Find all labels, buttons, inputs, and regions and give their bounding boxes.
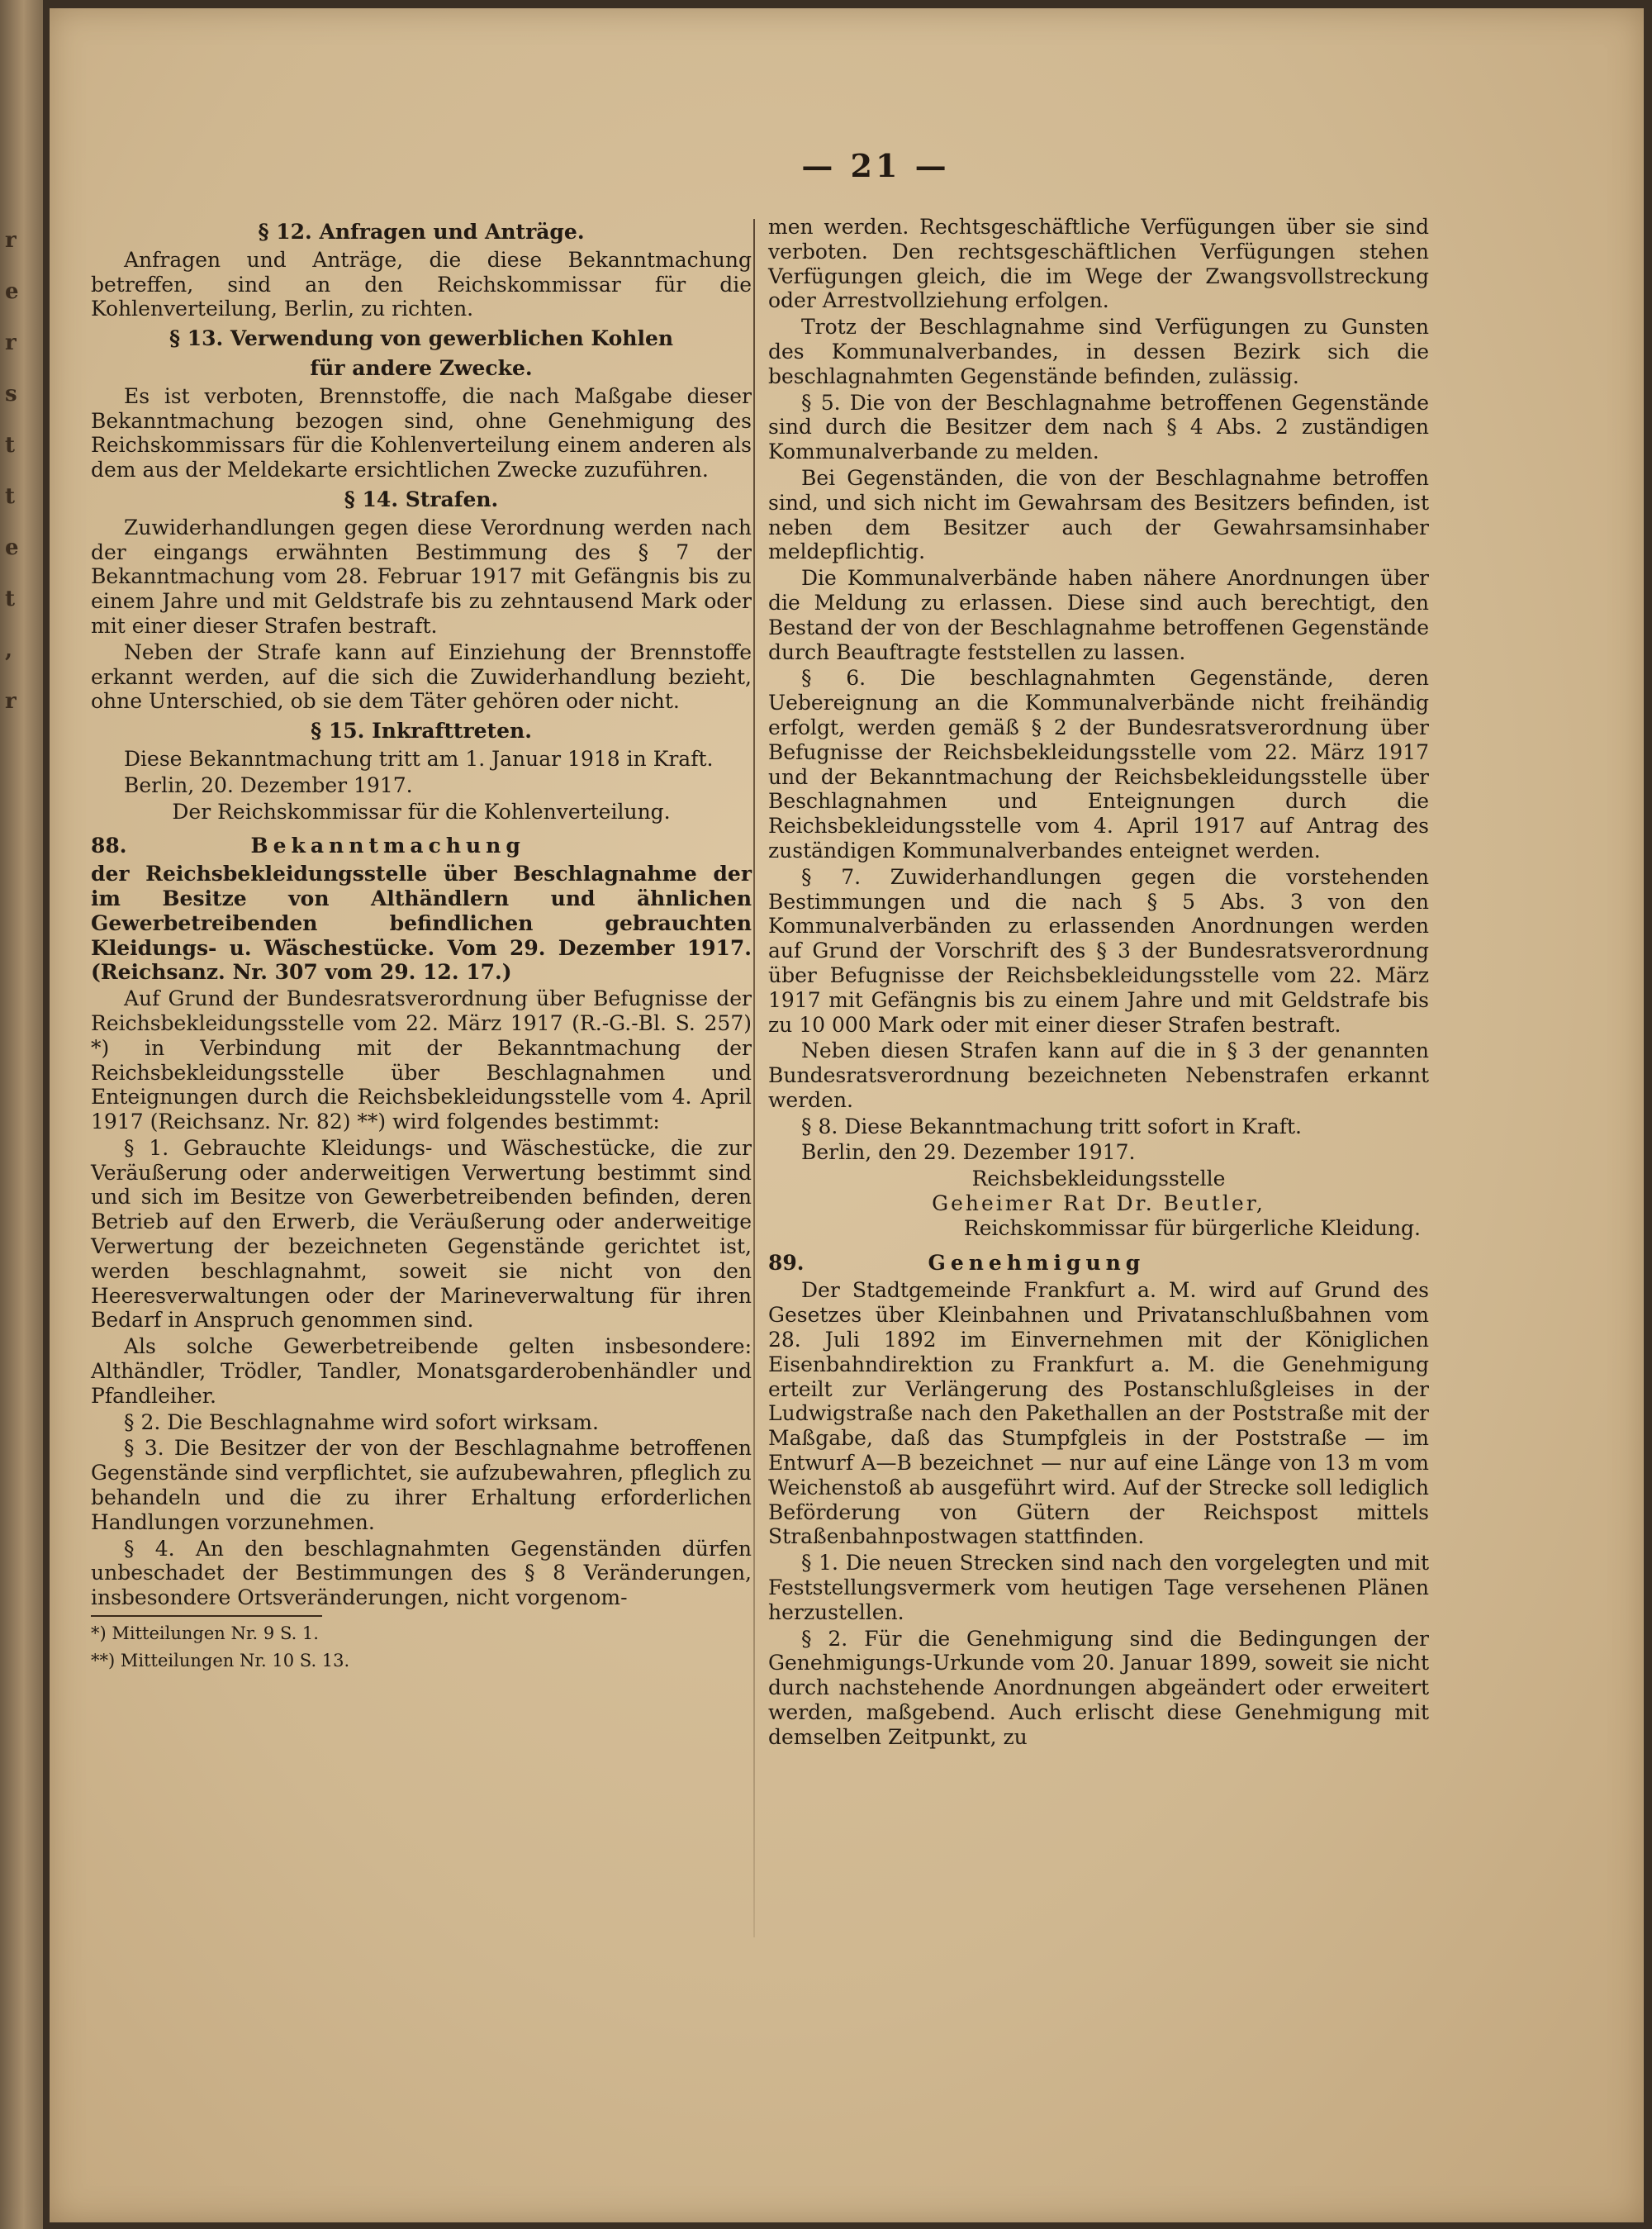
section-15-heading: § 15. Inkrafttreten.: [311, 719, 532, 744]
entry-88-para-7b: Neben diesen Strafen kann auf die in § 3 der genannten Bundesratsverordnung bezeichneten Nebenstrafen erkannt werden.: [768, 1038, 1429, 1112]
entry-88-title: Bekanntmachung: [250, 834, 525, 858]
entry-88-para-5: § 5. Die von der Beschlagnahme betroffenen Gegenstände sind durch die Besitzer dem nach § 4 Abs. 2 zuständigen Kommunalverbande zu melden.: [768, 390, 1429, 464]
entry-89-title-line: [768, 1251, 1429, 1276]
entry-88-signature-2: Geheimer Rat Dr. Beutler,: [932, 1191, 1265, 1216]
left-column: [91, 215, 752, 1673]
entry-88-para-4b: Trotz der Beschlagnahme sind Verfügungen zu Gunsten des Kommunalverbandes, in dessen Bezirk sich die beschlagnahmten Gegenstände befinden, zulässig.: [768, 315, 1429, 388]
entry-88-para-4: § 4. An den beschlagnahmten Gegenständen dürfen unbeschadet der Bestimmungen des § 8 Veränderungen, insbesondere Ortsveränderungen, nicht vorgenom-: [91, 1536, 752, 1610]
previous-page-marks: r e r s t t e t , r: [5, 228, 19, 714]
entry-88-para-4-cont: men werden. Rechtsgeschäftliche Verfügungen über sie sind verboten. Den rechtsgeschäftlichen Verfügungen stehen Verfügungen gleich, die im Wege der Zwangsvollstreckung oder Arrestvollziehung erfolgen.: [768, 215, 1429, 313]
entry-88-number: 88.: [91, 834, 127, 858]
entry-88-para-8: § 8. Diese Bekanntmachung tritt sofort in Kraft.: [801, 1114, 1302, 1138]
right-column: [768, 215, 1429, 1751]
footnote-divider: [91, 1615, 322, 1617]
section-15-date: Berlin, 20. Dezember 1917.: [124, 772, 413, 797]
section-14-text-2: Neben der Strafe kann auf Einziehung der Brennstoffe erkannt werden, auf die sich die Zuwiderhandlung bezieht, ohne Unterschied, ob sie dem Täter gehören oder nicht.: [91, 639, 752, 714]
section-14-heading: § 14. Strafen.: [344, 487, 499, 511]
section-14-text-1: Zuwiderhandlungen gegen diese Verordnung werden nach der eingangs erwähnten Bestimmung des § 7 der Bekanntmachung vom 28. Februar 1917 mit Gefängnis bis zu einem Jahre und mit Geldstrafe bis zu zehntausend Mark oder mit einer dieser Strafen bestraft.: [91, 515, 752, 638]
section-12-text: Anfragen und Anträge, die diese Bekanntmachung betreffen, sind an den Reichskommissar für die Kohlenverteilung, Berlin, zu richten.: [91, 247, 752, 321]
entry-88-para-3: § 3. Die Besitzer der von der Beschlagnahme betroffenen Gegenstände sind verpflichtet, sie aufzubewahren, pfleglich zu behandeln und die zu ihrer Erhaltung erforderlichen Handlungen vorzunehmen.: [91, 1436, 752, 1534]
entry-88-subtitle: der Reichsbekleidungsstelle über Beschlagnahme der im Besitze von Althändlern und ähnlichen Gewerbetreibenden befindlichen gebrauchten Kleidungs- u. Wäschestücke. Vom 29. Dezember 1917. (Reichsanz. Nr. 307 vom 29. 12. 17.): [91, 862, 752, 985]
entry-89-para-2: § 2. Für die Genehmigung sind die Bedingungen der Genehmigungs-Urkunde vom 20. Januar 1899, soweit sie nicht durch nachstehende Anordnungen abgeändert oder erweitert werden, maßgebend. Auch erlischt diese Genehmigung mit demselben Zeitpunkt, zu: [768, 1626, 1429, 1749]
entry-89-title: Genehmigung: [928, 1250, 1146, 1275]
section-15-text: Diese Bekanntmachung tritt am 1. Januar 1918 in Kraft.: [124, 746, 714, 771]
entry-89-para-1: § 1. Die neuen Strecken sind nach den vorgelegten und mit Feststellungsvermerk vom heutigen Tage versehenen Plänen herzustellen.: [768, 1551, 1429, 1624]
document-page: [50, 8, 1644, 2222]
previous-page-edge: [0, 0, 43, 2229]
section-13-heading-line2: für andere Zwecke.: [310, 355, 533, 380]
entry-88-para-5b: Bei Gegenständen, die von der Beschlagnahme betroffen sind, und sich nicht im Gewahrsam des Besitzers befinden, ist neben dem Besitzer auch der Gewahrsamsinhaber meldepflichtig.: [768, 465, 1429, 564]
section-15-signature: Der Reichskommissar für die Kohlenverteilung.: [172, 799, 671, 824]
entry-89-number: 89.: [768, 1250, 805, 1275]
entry-89-intro: Der Stadtgemeinde Frankfurt a. M. wird auf Grund des Gesetzes über Kleinbahnen und Privatanschlußbahnen vom 28. Juli 1892 im Einvernehmen mit der Königlichen Eisenbahndirektion zu Frankfurt a. M. die Genehmigung erteilt zur Verlängerung des Postanschlußgleises in der Ludwigstraße nach den Pakethallen an der Poststraße mit der Maßgabe, daß das Stumpfgleis in der Poststraße — im Entwurf A—B bezeichnet — nur auf eine Länge von 13 m vom Weichenstoß ab ausgeführt wird. Auf der Strecke soll lediglich Beförderung von Gütern der Reichspost mittels Straßenbahnpostwagen stattfinden.: [768, 1278, 1429, 1549]
entry-88-para-7: § 7. Zuwiderhandlungen gegen die vorstehenden Bestimmungen und die nach § 5 Abs. 3 von den Kommunalverbänden zu erlassenden Anordnungen werden auf Grund der Vorschrift des § 3 der Bundesratsverordnung über Befugnisse der Reichsbekleidungsstelle vom 22. März 1917 mit Gefängnis bis zu einem Jahre und mit Geldstrafe bis zu 10 000 Mark oder mit einer dieser Strafen bestraft.: [768, 864, 1429, 1037]
page-number: — 21 —: [801, 147, 950, 184]
entry-88-intro: Auf Grund der Bundesratsverordnung über Befugnisse der Reichsbekleidungsstelle vom 22. März 1917 (R.-G.-Bl. S. 257) *) in Verbindung mit der Bekanntmachung der Reichsbekleidungsstelle über Beschlagnahmen und Enteignungen durch die Reichsbekleidungsstelle vom 4. April 1917 (Reichsanz. Nr. 82) **) wird folgendes bestimmt:: [91, 986, 752, 1134]
entry-88-date: Berlin, den 29. Dezember 1917.: [801, 1140, 1136, 1165]
entry-88-para-1b: Als solche Gewerbetreibende gelten insbesondere: Althändler, Trödler, Tandler, Monatsgarderobenhändler und Pfandleiher.: [91, 1334, 752, 1408]
footnote-1: *) Mitteilungen Nr. 9 S. 1.: [91, 1623, 319, 1644]
entry-88-para-2: § 2. Die Beschlagnahme wird sofort wirksam.: [124, 1409, 599, 1434]
entry-88-para-5c: Die Kommunalverbände haben nähere Anordnungen über die Meldung zu erlassen. Diese sind auch berechtigt, den Bestand der von der Beschlagnahme betroffenen Gegenstände durch Beauftragte feststellen zu lassen.: [768, 566, 1429, 664]
entry-88-signature-1: Reichsbekleidungsstelle: [971, 1167, 1226, 1191]
entry-88-para-6: § 6. Die beschlagnahmten Gegenstände, deren Uebereignung an die Kommunalverbände nicht freihändig erfolgt, werden gemäß § 2 der Bundesratsverordnung über Befugnisse der Reichsbekleidungsstelle vom 22. März 1917 und der Bekanntmachung der Reichsbekleidungsstelle über Beschlagnahmen und Enteignungen durch die Reichsbekleidungsstelle vom 4. April 1917 auf Antrag des zuständigen Kommunalverbandes enteignet werden.: [768, 666, 1429, 863]
section-13-text: Es ist verboten, Brennstoffe, die nach Maßgabe dieser Bekanntmachung bezogen sind, ohne Genehmigung des Reichskommissars für die Kohlenverteilung einem anderen als dem aus der Meldekarte ersichtlichen Zwecke zuzuführen.: [91, 383, 752, 482]
section-13-heading-line1: § 13. Verwendung von gewerblichen Kohlen: [169, 326, 674, 351]
column-divider: [753, 219, 755, 1937]
entry-88-title-line: [91, 834, 752, 858]
footnote-2: **) Mitteilungen Nr. 10 S. 13.: [91, 1651, 350, 1671]
entry-88-signature-3: Reichskommissar für bürgerliche Kleidung.: [963, 1215, 1421, 1240]
entry-88-para-1: § 1. Gebrauchte Kleidungs- und Wäschestücke, die zur Veräußerung oder anderweitigen Verwertung bestimmt sind und sich im Besitze von Gewerbetreibenden befinden, deren Betrieb auf den Erwerb, die Veräußerung oder anderweitige Verwertung der bezeichneten Gegenstände gerichtet ist, werden beschlagnahmt, soweit sie nicht von den Heeresverwaltungen oder der Marineverwaltung für ihren Bedarf in Anspruch genommen sind.: [91, 1135, 752, 1333]
section-12-heading: § 12. Anfragen und Anträge.: [258, 220, 585, 244]
